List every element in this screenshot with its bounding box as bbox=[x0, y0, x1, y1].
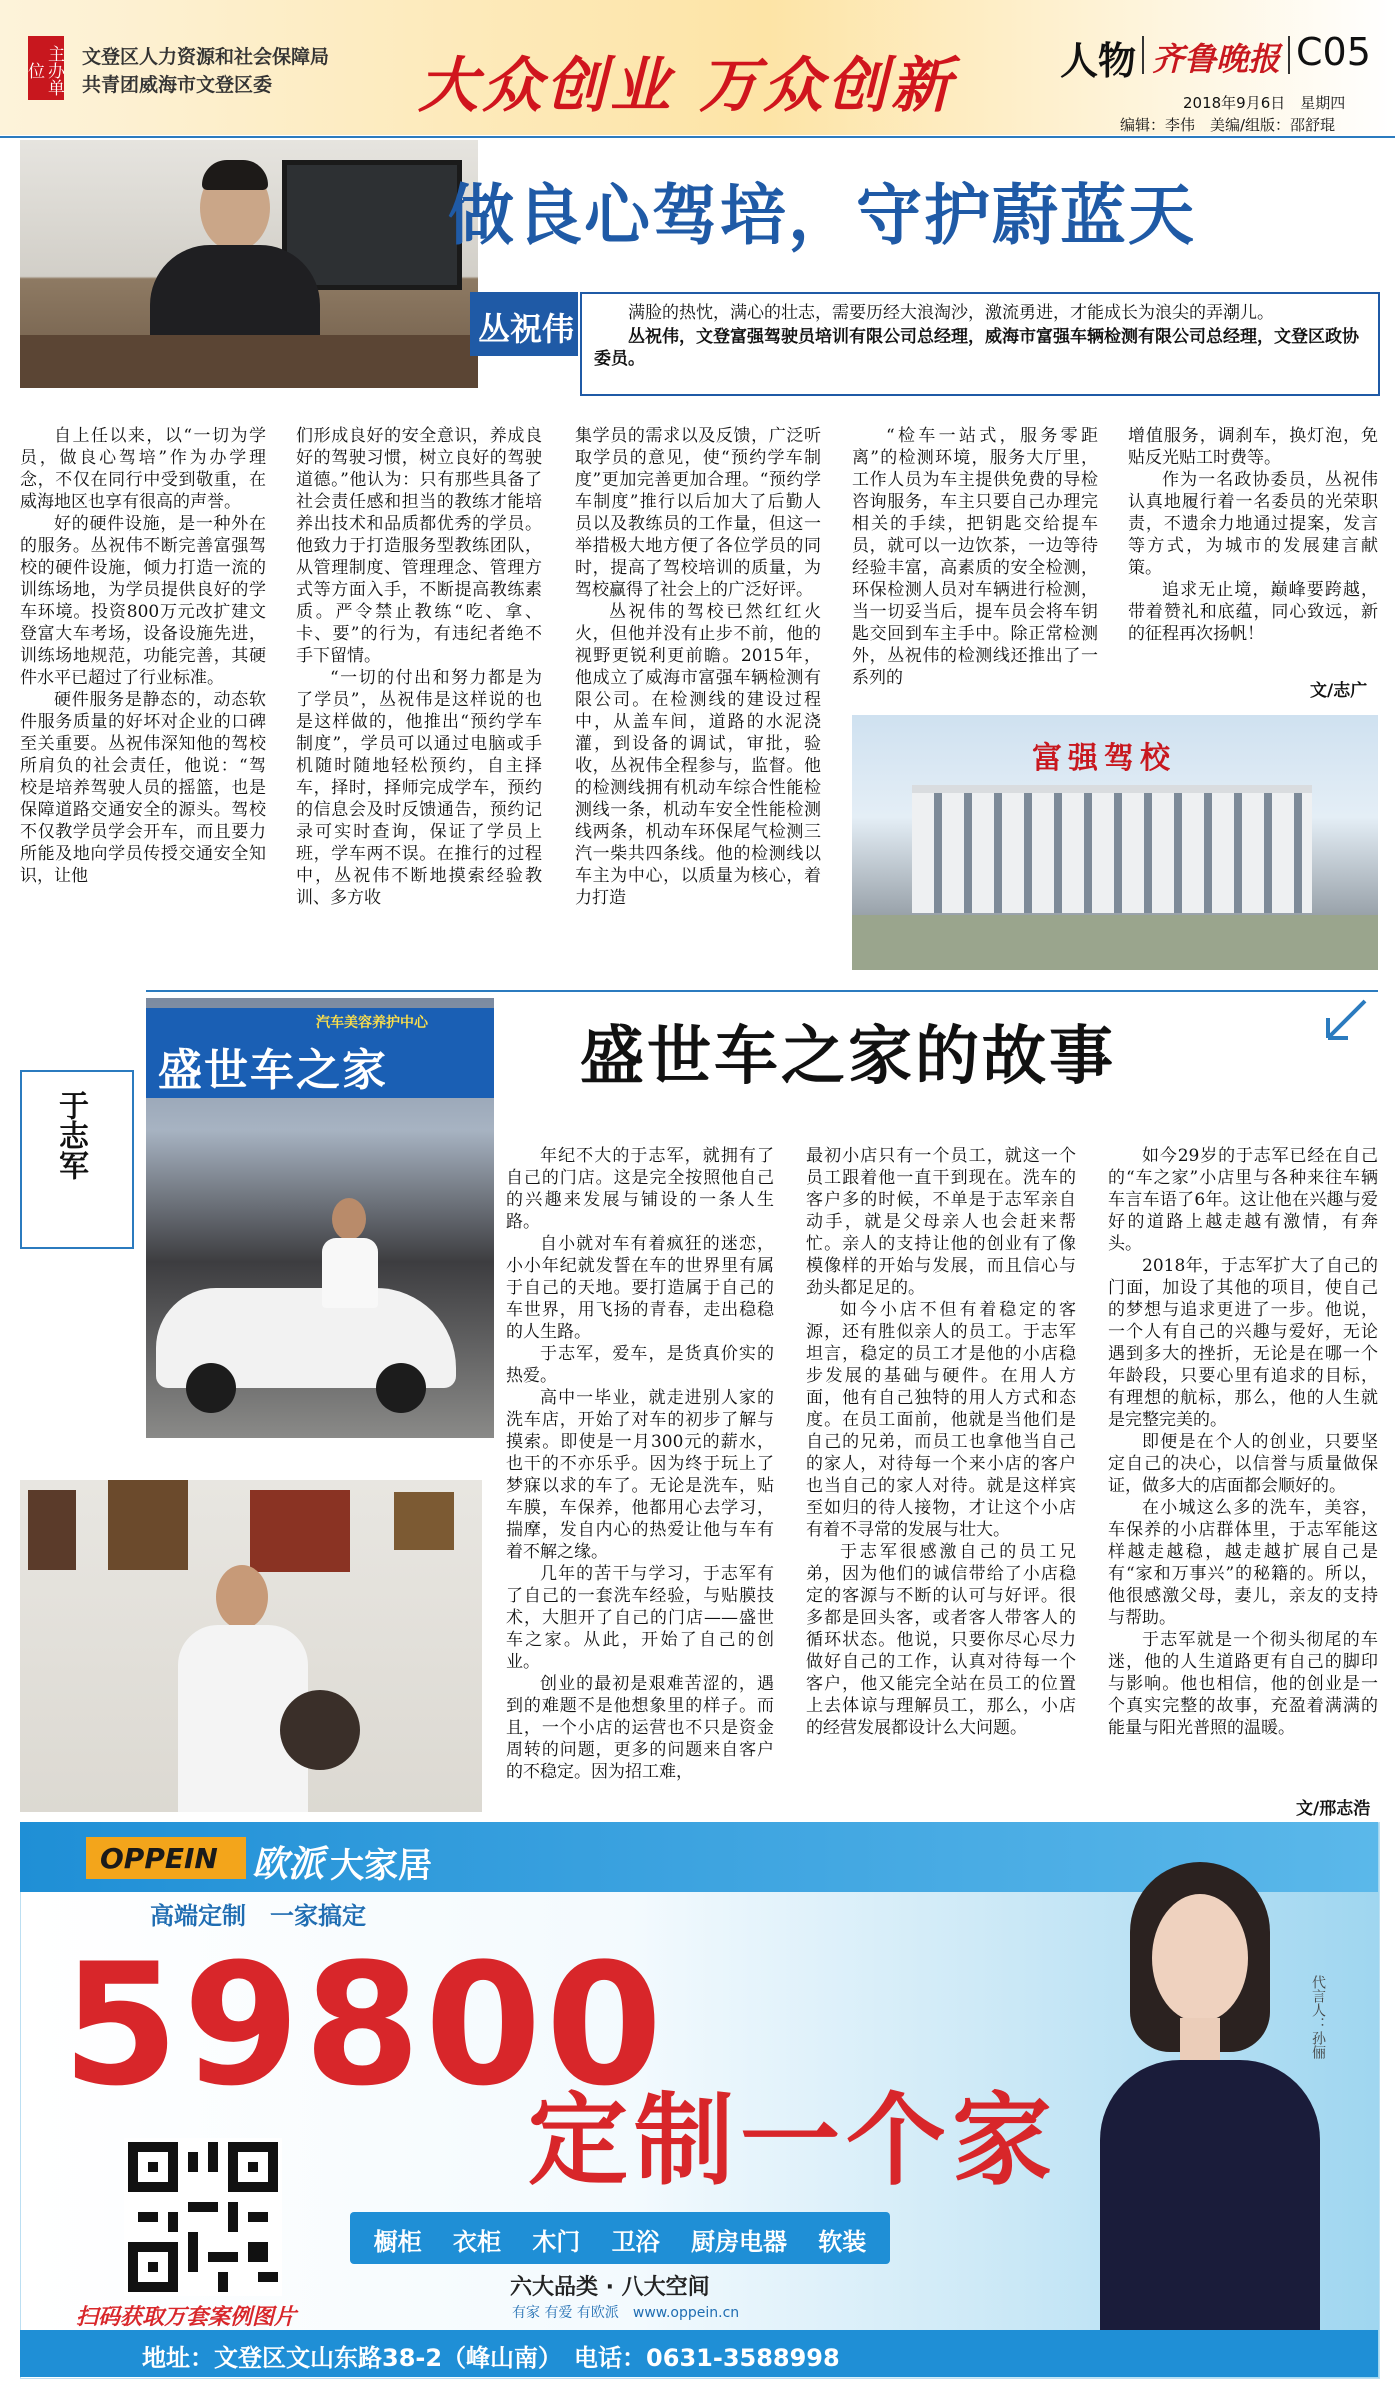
ad-tagline: 高端定制 一家搞定 bbox=[150, 1902, 366, 1930]
wall-poster-3 bbox=[250, 1490, 350, 1572]
desk bbox=[20, 335, 478, 388]
article1-byline: 文/志广 bbox=[1310, 681, 1368, 701]
article1-title: 做良心驾培，守护蔚蓝天 bbox=[448, 176, 1196, 254]
portrait-photo-1 bbox=[20, 140, 478, 388]
article1-column-1 bbox=[20, 425, 266, 970]
paragraph: 增值服务，调刹车，换灯泡，免贴反光贴工时费等。 bbox=[1128, 426, 1378, 468]
car-wheel-left bbox=[186, 1363, 236, 1413]
man-head-2 bbox=[216, 1565, 268, 1629]
paragraph: 如今小店不但有着稳定的客源，还有胜似亲人的员工。于志军坦言，稳定的员工才是他的小店稳步发展的基础与硬件。在用人方面，他有自己独特的用人方式和态度。在员工面前，他就是当他们是自己的兄弟，而员工也拿他当自己的家人，对待每一个来小店的客户也当自己的家人对待。就是这样宾至如归的待人接物，才让这个小店有着不寻常的发展与壮大。 bbox=[806, 1300, 1076, 1540]
ad-brand-suffix: 大家居 bbox=[330, 1846, 432, 1886]
product-item: 衣柜 bbox=[452, 2228, 501, 2256]
product-item: 厨房电器 bbox=[690, 2228, 787, 2256]
ad-products bbox=[358, 2222, 882, 2257]
paragraph: 集学员的需求以及反馈，广泛听取学员的意见，使“预约学车制度”更加完善更加合理。“预约学车制度”推行以后加大了后勤人员以及教练员的工作量，但这一举措极大地方便了各位学员的同时，提高了驾校培训的质量，为驾校赢得了社会上的广泛好评。 bbox=[575, 426, 821, 600]
school-building-photo bbox=[852, 715, 1378, 970]
paragraph: “检车一站式，服务零距离”的检测环境，服务大厅里，工作人员为车主提供免费的导检咨询服务，车主只要自己办理完相关的手续，把钥匙交给提车员，就可以一边饮茶，一边等待经验丰富，高素质的安全检测，环保检测人员对车辆进行检测，当一切妥当后，提车员会将车钥匙交回到车主手中。除正常检测外，丛祝伟的检测线还推出了一系列的 bbox=[852, 426, 1098, 688]
issue-date: 2018年9月6日 星期四 bbox=[1183, 94, 1346, 112]
article2-top-rule bbox=[146, 990, 1378, 992]
article1-person-name: 丛祝伟 bbox=[478, 310, 575, 348]
storefront-photo bbox=[146, 998, 494, 1438]
article1-column-3 bbox=[575, 425, 821, 970]
spokesperson-photo bbox=[1060, 1850, 1360, 2330]
product-item: 木门 bbox=[532, 2228, 581, 2256]
paragraph: 最初小店只有一个员工，就这一个员工跟着他一直干到现在。洗车的客户多的时候，不单是于志军亲自动手，就是父母亲人也会赶来帮忙。亲人的支持让他的创业有了像模像样的开始与发展，而且信心与劲头都足足的。 bbox=[806, 1146, 1076, 1298]
section-divider bbox=[1142, 36, 1144, 74]
article1-column-4 bbox=[852, 425, 1098, 705]
paragraph: 几年的苦干与学习，于志军有了自己的一套洗车经验，与贴膜技术，大胆开了自己的门店——盛世车之家。从此，开始了自己的创业。 bbox=[506, 1564, 774, 1672]
ad-small-slogan: 有家 有爱 有欧派 www.oppein.cn bbox=[512, 2305, 740, 2321]
paragraph: 2018年，于志军扩大了自己的门面，加设了其他的项目，使自己的梦想与追求更进了一步。他说，一个人有自己的兴趣与爱好，无论遇到多大的挫折，无论是在哪一个年龄段，只要心里有追求的目标，有理想的航标，那么，他的人生就是完整完美的。 bbox=[1108, 1256, 1378, 1430]
ad-price: 59800 bbox=[62, 1927, 667, 2123]
ad-headline: 定制一个家 bbox=[528, 2081, 1058, 2199]
article1-intro-2: 丛祝伟，文登富强驾驶员培训有限公司总经理，威海市富强车辆检测有限公司总经理，文登区政协委员。 bbox=[594, 327, 1359, 369]
courtyard bbox=[852, 915, 1378, 970]
paragraph: 如今29岁的于志军已经在自己的“车之家”小店里与各种来往车辆车言车语了6年。这让他在兴趣与爱好的道路上越走越有激情，有奔头。 bbox=[1108, 1146, 1378, 1254]
article2-person-name: 于志军 bbox=[53, 1090, 88, 1180]
article1-column-5 bbox=[1128, 425, 1378, 685]
paragraph: 追求无止境，巅峰要跨越，带着赞礼和底蕴，同心致远，新的征程再次扬帆！ bbox=[1128, 580, 1378, 644]
article1-column-2 bbox=[296, 425, 542, 970]
store-banner-sub: 汽车美容养护中心 bbox=[316, 1015, 428, 1031]
paragraph: 好的硬件设施，是一种外在的服务。丛祝伟不断完善富强驾校的硬件设施，倾力打造一流的训练场地，为学员提供良好的学车环境。投资800万元改扩建文登富大车考场，设备设施先进，训练场地规范，功能完善，其硬件水平已超过了行业标准。 bbox=[20, 514, 266, 688]
paragraph: 硬件服务是静态的，动态软件服务质量的好坏对企业的口碑至关重要。丛祝伟深知他的驾校所肩负的社会责任，他说：“驾校是培养驾驶人员的摇篮，也是保障道路交通安全的源头。驾校不仅教学员学会开车，而且要力所能及地向学员传授交通安全知识，让他 bbox=[20, 690, 266, 886]
man-shirt bbox=[322, 1238, 378, 1308]
paragraph: 在小城这么多的洗车，美容，车保养的小店群体里，于志军能这样越走越稳，越走越扩展自己是有“家和万事兴”的秘籍的。所以，他很感激父母，妻儿，亲友的支持与帮助。 bbox=[1108, 1498, 1378, 1628]
paragraph: 即便是在个人的创业，只要坚定自己的决心，以信誉与质量做保证，做多大的店面都会顺好的。 bbox=[1108, 1432, 1378, 1496]
building-sign: 富强驾校 bbox=[1032, 741, 1176, 776]
paragraph: 年纪不大的于志军，就拥有了自己的门店。这是完全按照他自己的兴趣来发展与铺设的一条人生路。 bbox=[506, 1146, 774, 1232]
paragraph: 创业的最初是艰难苦涩的，遇到的难题不是他想象里的样子。而且，一个小店的运营也不只是资金周转的问题，更多的问题来自客户的不稳定。因为招工难， bbox=[506, 1674, 774, 1782]
sponsor-1: 文登区人力资源和社会保障局 bbox=[82, 46, 330, 68]
car-wheel-right bbox=[376, 1363, 426, 1413]
basketball bbox=[280, 1690, 360, 1770]
paragraph: 于志军就是一个彻头彻尾的车迷，他的人生道路更有自己的脚印与影响。他也相信，他的创业是一个真实完整的故事，充盈着满满的能量与阳光普照的温暖。 bbox=[1108, 1630, 1378, 1738]
qr-caption: 扫码获取万套案例图片 bbox=[76, 2305, 297, 2330]
wall-poster-1 bbox=[28, 1490, 76, 1570]
qr-code bbox=[124, 2138, 282, 2296]
ad-address: 地址：文登区文山东路38-2（峰山南） 电话：0631-3588998 bbox=[142, 2344, 840, 2372]
section-divider-2 bbox=[1288, 36, 1290, 74]
sponsor-2: 共青团威海市文登区委 bbox=[82, 74, 273, 96]
article2-column-2 bbox=[806, 1145, 1076, 1810]
article2-column-1 bbox=[506, 1145, 774, 1810]
ad-categories: 六大品类 · 八大空间 bbox=[510, 2275, 710, 2300]
sponsor-label: 主办单位 bbox=[28, 36, 64, 100]
section-label: 人物 bbox=[1060, 39, 1137, 83]
building bbox=[912, 785, 1312, 913]
paragraph: 高中一毕业，就走进别人家的洗车店，开始了对车的初步了解与摸索。即使是一月300元的薪水，也干的不亦乐乎。因为终于玩上了梦寐以求的车了。无论是洗车，贴车膜，车保养，他都用心去学习，揣摩，发自内心的热爱让他与车有着不解之缘。 bbox=[506, 1388, 774, 1562]
paragraph: 们形成良好的安全意识，养成良好的驾驶习惯，树立良好的驾驶道德。”他认为：只有那些具备了社会责任感和担当的教练才能培养出技术和品质都优秀的学员。他致力于打造服务型教练团队，从管理制度、管理理念、管理方式等方面入手，不断提高教练素质。严令禁止教练“吃、拿、卡、要”的行为，有违纪者绝不手下留情。 bbox=[296, 426, 542, 666]
paragraph: 自小就对车有着疯狂的迷恋，小小年纪就发誓在车的世界里有属于自己的天地。要打造属于自己的车世界，用飞扬的青春，走出稳稳的人生路。 bbox=[506, 1234, 774, 1342]
paragraph: 于志军，爱车，是货真价实的热爱。 bbox=[506, 1344, 774, 1386]
man-head bbox=[332, 1198, 366, 1240]
page-number: C05 bbox=[1296, 30, 1371, 74]
article1-intro-1: 满脸的热忱，满心的壮志，需要历经大浪淘沙，激流勇进，才能成长为浪尖的弄潮儿。 bbox=[628, 303, 1274, 323]
paragraph: 自上任以来，以“一切为学员，做良心驾培”作为办学理念，不仅在同行中受到敬重，在威海地区也享有很高的声誉。 bbox=[20, 426, 266, 512]
article2-title: 盛世车之家的故事 bbox=[580, 1019, 1116, 1094]
header-rule bbox=[0, 136, 1395, 138]
paragraph: 丛祝伟的驾校已然红红火火，但他并没有止步不前，他的视野更锐利更前瞻。2015年，他成立了威海市富强车辆检测有限公司。在检测线的建设过程中，从盖车间，道路的水泥浇灌，到设备的调试，审批，验收，丛祝伟全程参与，监督。他的检测线拥有机动车综合性能检测线一条，机动车安全性能检测线两条，机动车环保尾气检测三汽一柴共四条线。他的检测线以车主为中心，以质量为核心，着力打造 bbox=[575, 602, 821, 908]
product-item: 软装 bbox=[818, 2228, 867, 2256]
paper-name: 齐鲁晚报 bbox=[1152, 40, 1281, 78]
store-banner-title: 盛世车之家 bbox=[158, 1045, 388, 1096]
ad-brand-cn: 欧派 bbox=[252, 1843, 325, 1885]
model-dress bbox=[1100, 2060, 1320, 2330]
wall-poster-4 bbox=[394, 1492, 454, 1550]
product-item: 卫浴 bbox=[611, 2228, 660, 2256]
product-item: 橱柜 bbox=[373, 2228, 422, 2256]
person-hair bbox=[202, 160, 268, 190]
wall-poster-2 bbox=[108, 1480, 188, 1570]
paragraph: 于志军很感激自己的员工兄弟，因为他们的诚信带给了小店稳定的客源与不断的认可与好评。很多都是回头客，或者客人带客人的循环状态。他说，只要你尽心尽力做好自己的工作，认真对待每一个客户，他又能完全站在员工的位置上去体谅与理解员工，那么，小店的经营发展都设计么大问题。 bbox=[806, 1542, 1076, 1738]
editors: 编辑：李伟 美编/组版：邵舒琨 bbox=[1120, 116, 1336, 134]
ad-spokesperson: 代言人：孙俪 bbox=[1310, 1975, 1326, 2059]
slogan: 大众创业 万众创新 bbox=[418, 51, 955, 121]
portrait-photo-2 bbox=[20, 1480, 482, 1812]
model-face bbox=[1152, 1894, 1248, 2022]
ad-brand: OPPEIN bbox=[100, 1842, 218, 1875]
paragraph: “一切的付出和努力都是为了学员”，丛祝伟是这样说的也是这样做的，他推出“预约学车制度”，学员可以通过电脑或手机随时随地轻松预约，自主择车，择时，择师完成学车，预约的信息会及时反馈通告，预约记录可实时查询，保证了学员上班，学车两不误。在推行的过程中，丛祝伟不断地摸索经验教训、多方收 bbox=[296, 668, 542, 908]
article2-column-3 bbox=[1108, 1145, 1378, 1810]
article2-byline: 文/邢志浩 bbox=[1296, 1799, 1371, 1819]
paragraph: 作为一名政协委员，丛祝伟认真地履行着一名委员的光荣职责，不遗余力地通过提案，发言等方式，为城市的发展建言献策。 bbox=[1128, 470, 1378, 578]
